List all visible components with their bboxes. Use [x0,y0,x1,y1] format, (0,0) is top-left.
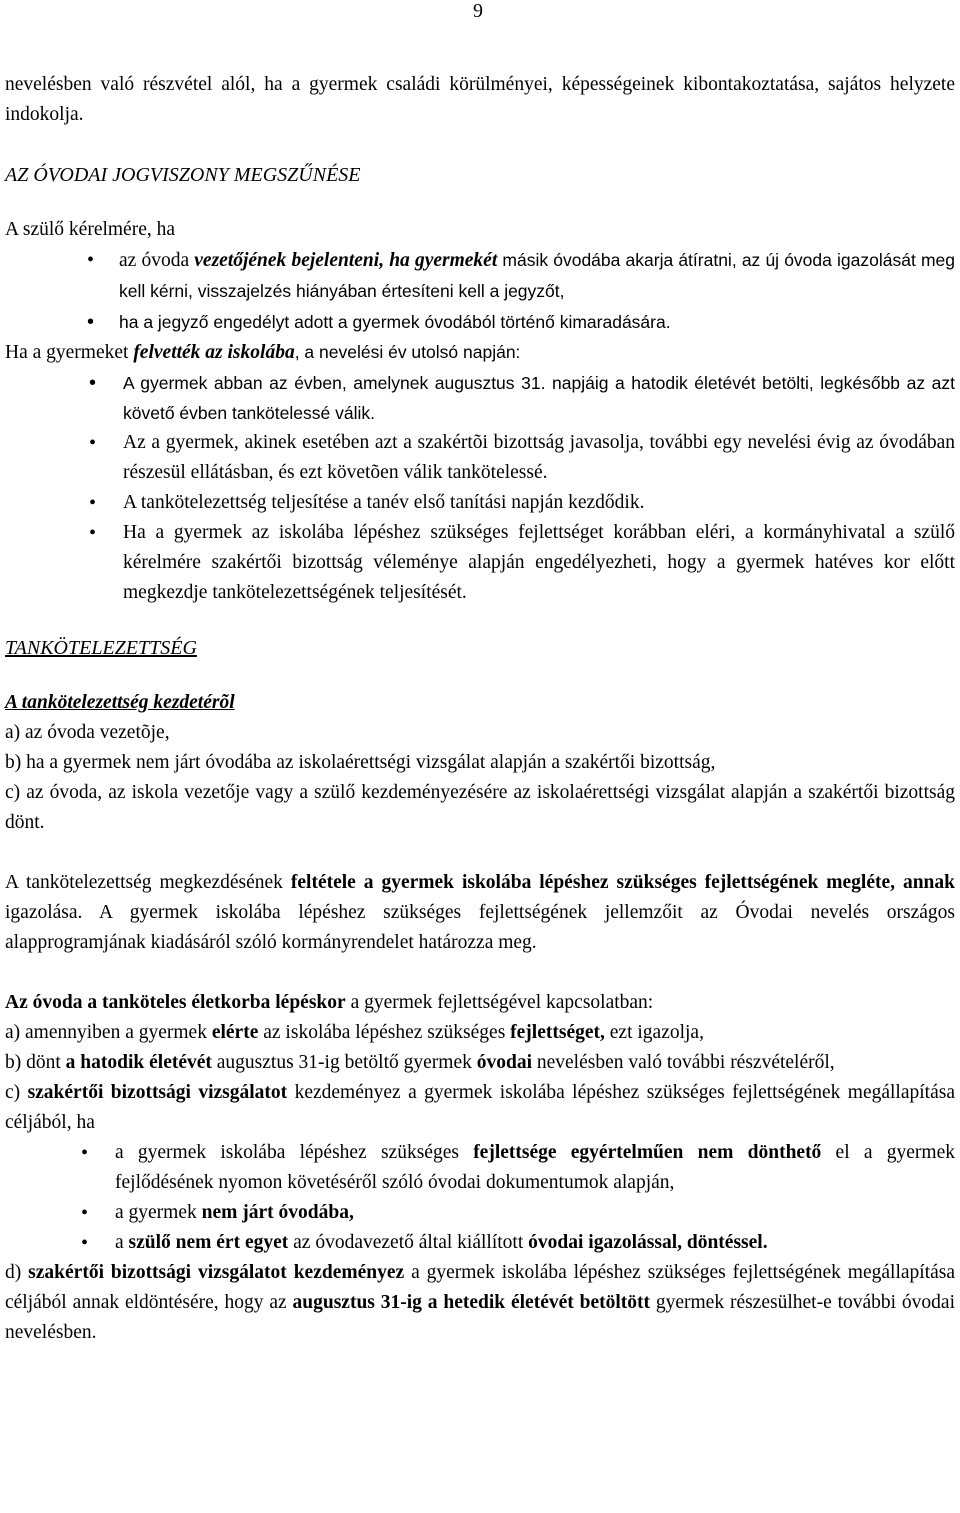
age-item-a: a) amennyiben a gyermek elérte az iskolába lépéshez szükséges fejlettséget, ezt igazolja, [5,1022,704,1043]
list-item: • A gyermek abban az évben, amelynek augusztus 31. napjáig a hatodik életévét betölti, legkésőbb az azt követő évben tankötelessé válik. [5,368,955,428]
age-intro: Az óvoda a tanköteles életkorba lépéskor a gyermek fejlettségével kapcsolatban: [5,992,654,1013]
age-item-b: b) dönt a hatodik életévét augusztus 31-ig betöltő gyermek óvodai nevelésben való további részvételéről, [5,1052,835,1073]
section-title-jogviszony: AZ ÓVODAI JOGVISZONY MEGSZŰNÉSE [5,164,361,186]
condition-paragraph: A tankötelezettség megkezdésének feltétele a gyermek iskolába lépéshez szükséges fejlettségének megléte, annak igazolása. A gyermek iskolába lépéshez szükséges fejlettségének jellemzőit az Óvodai nevelés országos alapprogramjának kiadásáról szóló kormányrendelet határozza meg. [5,872,955,953]
list-item: • a szülő nem ért egyet az óvodavezető által kiállított óvodai igazolással, döntéssel. [5,1228,955,1258]
list-item: • A tankötelezettség teljesítése a tanév első tanítási napján kezdődik. [5,488,955,518]
age-item-c-list [5,1138,955,1258]
page-content [5,70,955,1348]
list-item: • a gyermek nem járt óvodába, [5,1198,955,1228]
list-item: • ha a jegyző engedélyt adott a gyermek óvodából történő kimaradására. [5,307,955,337]
parent-request-list [5,245,955,337]
section-subtitle: A tankötelezettség kezdetérõl [5,692,235,713]
age-item-c: c) szakértői bizottsági vizsgálatot kezdeményez a gyermek iskolába lépéshez szükséges fejlettségének megállapítása céljából, ha [5,1082,955,1133]
list-item: • Ha a gyermek az iskolába lépéshez szükséges fejlettséget korábban eléri, a kormányhivatal a szülő kérelmére szakértői bizottság véleménye alapján engedélyezheti, hogy a gyermek hatéves kor előtt megkezdje tankötelezettségének teljesítését. [5,518,955,608]
section-title-tankotelezettseg: TANKÖTELEZETTSÉG [5,637,197,659]
list-item: • a gyermek iskolába lépéshez szükséges fejlettsége egyértelműen nem dönthető el a gyermek fejlődésének nyomon követéséről szóló óvodai dokumentumok alapján, [5,1138,955,1198]
list-item: • Az a gyermek, akinek esetében azt a szakértõi bizottság javasolja, további egy nevelési évig az óvodában részesül ellátásban, és ezt követõen válik tankötelessé. [5,428,955,488]
age-item-d: d) szakértői bizottsági vizsgálatot kezdeményez a gyermek iskolába lépéshez szükséges fejlettségének megállapítása céljából annak eldöntésére, hogy az augusztus 31-ig a hetedik életévét betöltött gyermek részesülhet-e további óvodai nevelésben. [5,1262,956,1343]
school-admission-text: Ha a gyermeket felvették az iskolába, a nevelési év utolsó napján: [5,342,521,363]
parent-request-text: A szülő kérelmére, ha [5,219,176,240]
school-admission-list [5,368,955,608]
intro-paragraph: nevelésben való részvétel alól, ha a gyermek családi körülményei, képességeinek kibontakoztatása, sajátos helyzete indokolja. [5,74,955,125]
item-a: a) az óvoda vezetõje, [5,722,170,743]
item-b: b) ha a gyermek nem járt óvodába az iskolaérettségi vizsgálat alapján a szakértői bizottság, [5,752,716,773]
list-item: • az óvoda vezetőjének bejelenteni, ha gyermekét másik óvodába akarja átíratni, az új óvoda igazolását meg kell kérni, visszajelzés hiányában értesíteni kell a jegyzőt, [5,245,955,307]
item-c: c) az óvoda, az iskola vezetője vagy a szülő kezdeményezésére az iskolaérettségi vizsgálat alapján a szakértői bizottság dönt. [5,782,955,833]
page-number: 9 [473,0,483,22]
